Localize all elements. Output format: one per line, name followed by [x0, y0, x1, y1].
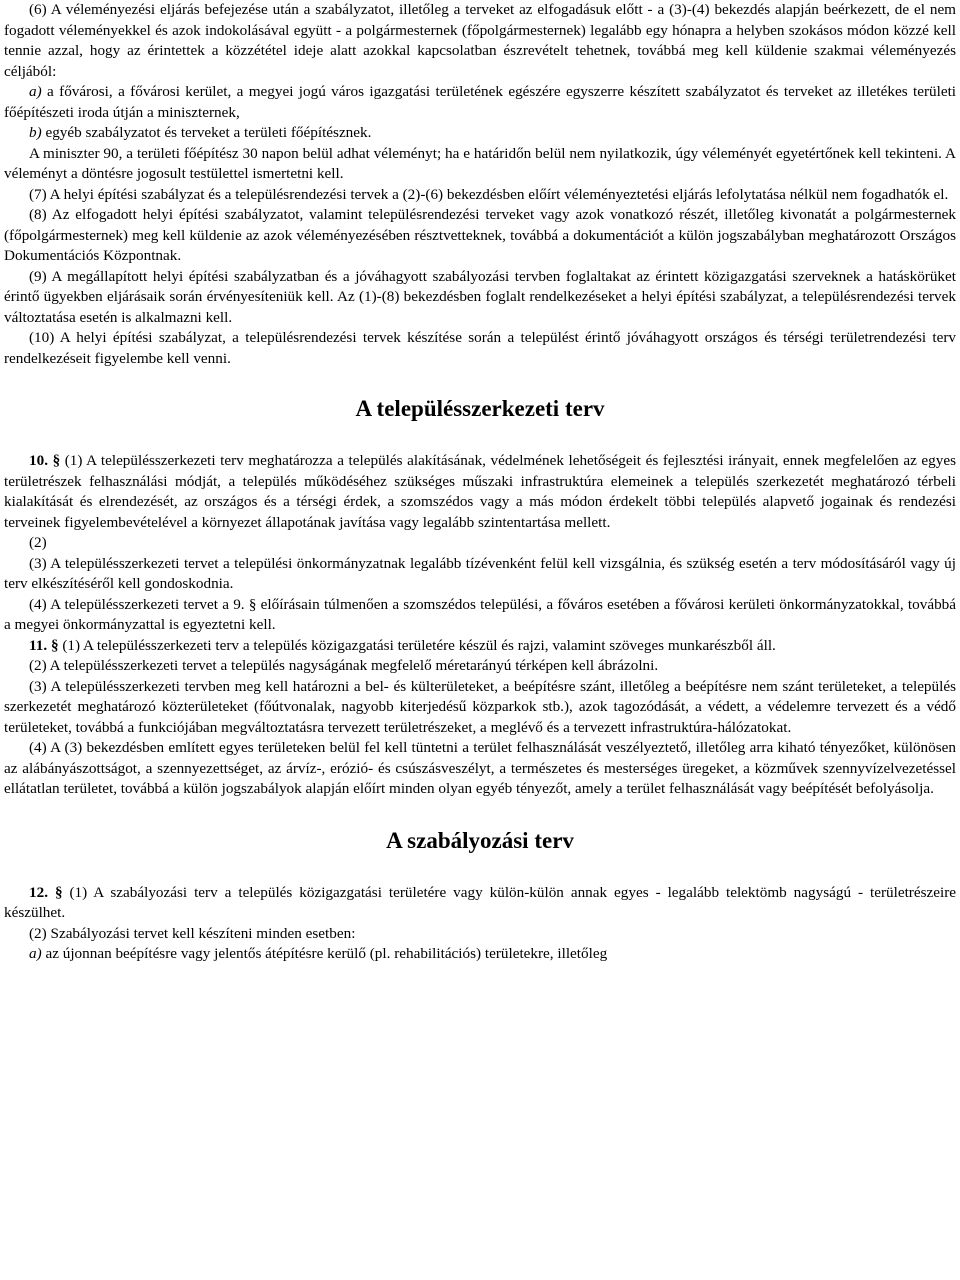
paragraph-6-opinion: A miniszter 90, a területi főépítész 30 napon belül adhat véleményt; ha e határidőn belül nem nyilatkozik, úgy véleményét egyetértőnek kell tekinteni. A véleményt a döntésre jogosult testülettel ismertetni kell. — [4, 144, 956, 182]
section-12-symbol: § — [54, 883, 63, 901]
list-marker-a: a) — [29, 83, 42, 100]
paragraph-8: (8) Az elfogadott helyi építési szabályzatot, valamint településrendezési terveket vagy azok vonatkozó részét, illetőleg kivonatát a polgármesternek (főpolgármesternek) meg kell küldenie az azok véleményezésében résztvetteknek, továbbá a dokumentációt a külön jogszabályban meghatározott Országos Dokumentációs Központnak. — [4, 206, 956, 264]
section-12-paragraph-1 — [4, 883, 956, 924]
section-11-number: 11. — [29, 636, 48, 654]
paragraph-7: (7) A helyi építési szabályzat és a településrendezési tervek a (2)-(6) bekezdésben előírt véleményeztetési eljárás lefolytatása nélkül nem fogadhatók el. — [29, 185, 949, 203]
section-10-paragraph-1 — [4, 451, 956, 533]
section-11-paragraph-3: (3) A településszerkezeti tervben meg kell határozni a bel- és külterületeket, a beépítésre szánt, illetőleg a beépítésre nem szánt területeket, a település szerkezetét meghatározó közterületeket (főútvonalak, nagyobb kiterjedésű közparkok stb.), azok tagozódását, a védett, a védelemre tervezett és a védő területeket, továbbá a funkciójában megváltoztatásra tervezett területrészeket, a meglévő és a tervezett infrastruktúra-hálózatokat. — [4, 677, 956, 736]
section-10-p1-text: (1) A településszerkezeti terv meghatározza a település alakításának, védelmének lehetőségeit és fejlesztési irányait, ennek megfelelően az egyes területrészek felhasználási módját, a település működéséhez szükséges műszaki infrastruktúra elemeinek a település szerkezetét meghatározó térbeli kialakítását és elrendezését, az országos és a térségi érdek, a szomszédos vagy a más módon érdekelt többi település alapvető jogainak és rendezési terveinek figyelembevételével a környezet állapotának javítása vagy legalább szintentartása mellett. — [4, 452, 956, 531]
section-heading-structure-plan: A településszerkezeti terv — [355, 396, 605, 421]
section-12-list-marker-a: a) — [29, 945, 42, 962]
section-12-paragraph-3 — [4, 944, 956, 965]
section-10-paragraph-3: (3) A településszerkezeti tervet a települési önkormányzatnak legalább tízévenként felül kell vizsgálnia, és szükség esetén a terv módosításáról vagy új terv elkészítéséről kell gondoskodnia. — [4, 554, 956, 592]
list-item-a-text: a fővárosi, a fővárosi kerület, a megyei jogú város igazgatási területének egészére egyszerre készített szabályzatot és terveket az illetékes területi főépítészeti iroda útján a miniszternek, — [4, 83, 957, 121]
section-heading-regulation-plan: A szabályozási terv — [386, 827, 574, 853]
section-12-p1-text: (1) A szabályozási terv a település közigazgatási területére vagy külön-külön annak egyes - legalább telektömb nagyságú - területrészeire készülhet. — [4, 883, 956, 921]
list-item-b — [4, 123, 956, 144]
paragraph-9: (9) A megállapított helyi építési szabályzatban és a jóváhagyott szabályozási tervben foglaltakat az érintett közigazgatási szerveknek a hatáskörüket érintő ügyekben eljárásaik során érvényesíteniük kell. Az (1)-(8) bekezdésben foglalt rendelkezéseket a helyi építési szabályzat, a településrendezési tervek változtatása esetén is alkalmazni kell. — [4, 267, 956, 326]
section-10-symbol: § — [52, 452, 61, 469]
section-11-p1-text: (1) A településszerkezeti terv a település közigazgatási területére készül és rajzi, valamint szöveges munkarészből áll. — [62, 636, 776, 654]
section-10-paragraph-2: (2) — [29, 534, 47, 551]
section-12-number: 12. — [29, 883, 48, 901]
section-11-paragraph-2: (2) A településszerkezeti tervet a település nagyságának megfelelő méretarányú térképen kell ábrázolni. — [29, 657, 659, 674]
section-10-paragraph-4: (4) A településszerkezeti tervet a 9. § előírásain túlmenően a szomszédos települési, a főváros esetében a fővárosi kerületi önkormányzatokkal, továbbá a megyei önkormányzattal is egyeztetni kell. — [4, 595, 956, 633]
section-10-number: 10. — [29, 452, 48, 469]
section-11-paragraph-1 — [4, 636, 956, 657]
section-12-paragraph-2: (2) Szabályozási tervet kell készíteni minden esetben: — [29, 924, 356, 942]
list-item-a — [4, 82, 956, 123]
document-page — [4, 0, 956, 965]
paragraph-6: (6) A véleményezési eljárás befejezése után a szabályzatot, illetőleg a terveket az elfogadásuk előtt - a (3)-(4) bekezdés alapján beérkezett, de el nem fogadott véleményekkel és azok indokolásával együtt - a polgármesternek (főpolgármesternek) legalább egy hónapra a helyben szokásos módon közzé kell tennie azzal, hogy az érintettek a közzététel ideje alatt azokkal kapcsolatban észrevételt tehetnek, továbbá meg kell küldenie szakmai véleményezés céljából: — [4, 1, 956, 80]
paragraph-10: (10) A helyi építési szabályzat, a településrendezési tervek készítése során a települést érintő jóváhagyott országos és térségi területrendezési terv rendelkezéseit figyelembe kell venni. — [4, 329, 956, 367]
list-marker-b: b) — [29, 124, 42, 141]
section-12-list-a-text: az újonnan beépítésre vagy jelentős átépítésre kerülő (pl. rehabilitációs) területekre, illetőleg — [45, 945, 608, 962]
section-11-paragraph-4: (4) A (3) bekezdésben említett egyes területeken belül fel kell tüntetni a terület felhasználását veszélyeztető, illetőleg arra kiható tényezőket, különösen az alábányászottságot, a szennyezettséget, az árvíz-, erózió- és csúszásveszélyt, a természetes és mesterséges üregeket, a közművek szennyvízelvezetéssel ellátatlan területet, továbbá a külön jogszabályok alapján előírt minden olyan egyéb tényezőt, amely a terület felhasználását vagy beépítését befolyásolja. — [4, 739, 956, 797]
list-item-b-text: egyéb szabályzatot és terveket a területi főépítésznek. — [45, 124, 372, 141]
section-11-symbol: § — [50, 636, 59, 654]
